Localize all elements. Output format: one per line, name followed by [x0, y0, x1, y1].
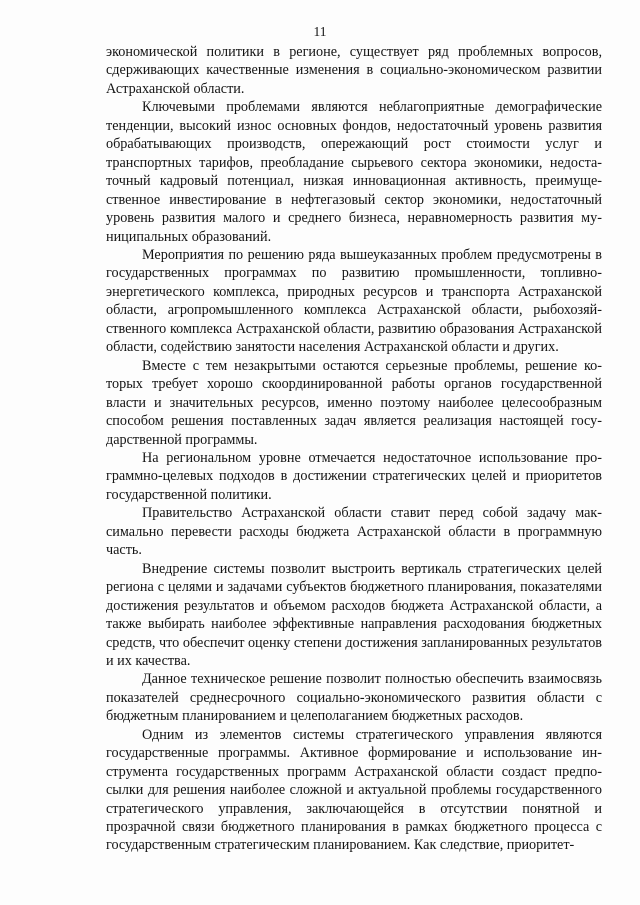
paragraph-system-implementation: Внедрение системы позволит выстроить вертикаль стратегических целей региона с целями и задачами субъектов бюджетного планирования, показателями достижения результатов и объемом расходов бюджета Астраханской области, а также выбирать наиболее эффективные направления расходования бюджетных средств, что обеспечит оценку степени достижения запланированных результатов и их качества. — [106, 560, 602, 669]
paragraph-measures: Мероприятия по решению ряда вышеуказанных проблем предусмотрены в государственных программах по развитию промышленности, топливно-энергетического комплекса, природных ресурсов и транспорта Астраханской области, агропромышленного комплекса Астраханской области, рыбохозяйственного комплекса Астраханской области, развитию образования Астраханской области, содействию занятости населения Астраханской области и других. — [106, 246, 602, 356]
paragraph-open-problems: Вместе с тем незакрытыми остаются серьезные проблемы, решение которых требует хорошо скоординированной работы органов государственной власти и значительных ресурсов, именно поэтому наиболее целесообразным способом решения поставленных задач является реализация настоящей государственной программы. — [106, 357, 602, 448]
paragraph-key-problems: Ключевыми проблемами являются неблагоприятные демографические тенденции, высокий износ основных фондов, недостаточный уровень развития обрабатывающих производств, опережающий рост стоимости услуг и транспортных тарифов, преобладание сырьевого сектора экономики, недостаточный кадровый потенциал, низкая инновационная активность, преимущественное инвестирование в нефтегазовый сектор экономики, недостаточный уровень развития малого и среднего бизнеса, неравномерность развития муниципальных образований. — [106, 99, 602, 245]
paragraph-state-programs: Одним из элементов системы стратегического управления являются государственные программы. Активное формирование и использование инструмента государственных программ Астраханской области создаст предпосылки для решения наиболее сложной и актуальной проблемы государственного стратегического управления, заключающейся в отсутствии понятной и прозрачной связи бюджетного планирования в рамках бюджетного процесса с государственным стратегическим планированием. Как следствие, приоритет- — [106, 726, 602, 854]
paragraph-government-task: Правительство Астраханской области ставит перед собой задачу максимально перевести расходы бюджета Астраханской области в программную часть. — [106, 505, 602, 559]
paragraph-continued: экономической политики в регионе, существует ряд проблемных вопросов, сдерживающих качественные изменения в социально-экономическом развитии Астраханской области. — [106, 44, 602, 97]
paragraph-regional-level: На региональном уровне отмечается недостаточное использование программно-целевых подходов в достижении стратегических целей и приоритетов государственной политики. — [106, 449, 602, 503]
page-number: 11 — [313, 24, 327, 39]
paragraph-technical-solution: Данное техническое решение позволит полностью обеспечить взаимосвязь показателей среднесрочного социально-экономического развития области с бюджетным планированием и целеполаганием бюджетных расходов. — [106, 671, 602, 725]
body-text — [106, 43, 602, 855]
